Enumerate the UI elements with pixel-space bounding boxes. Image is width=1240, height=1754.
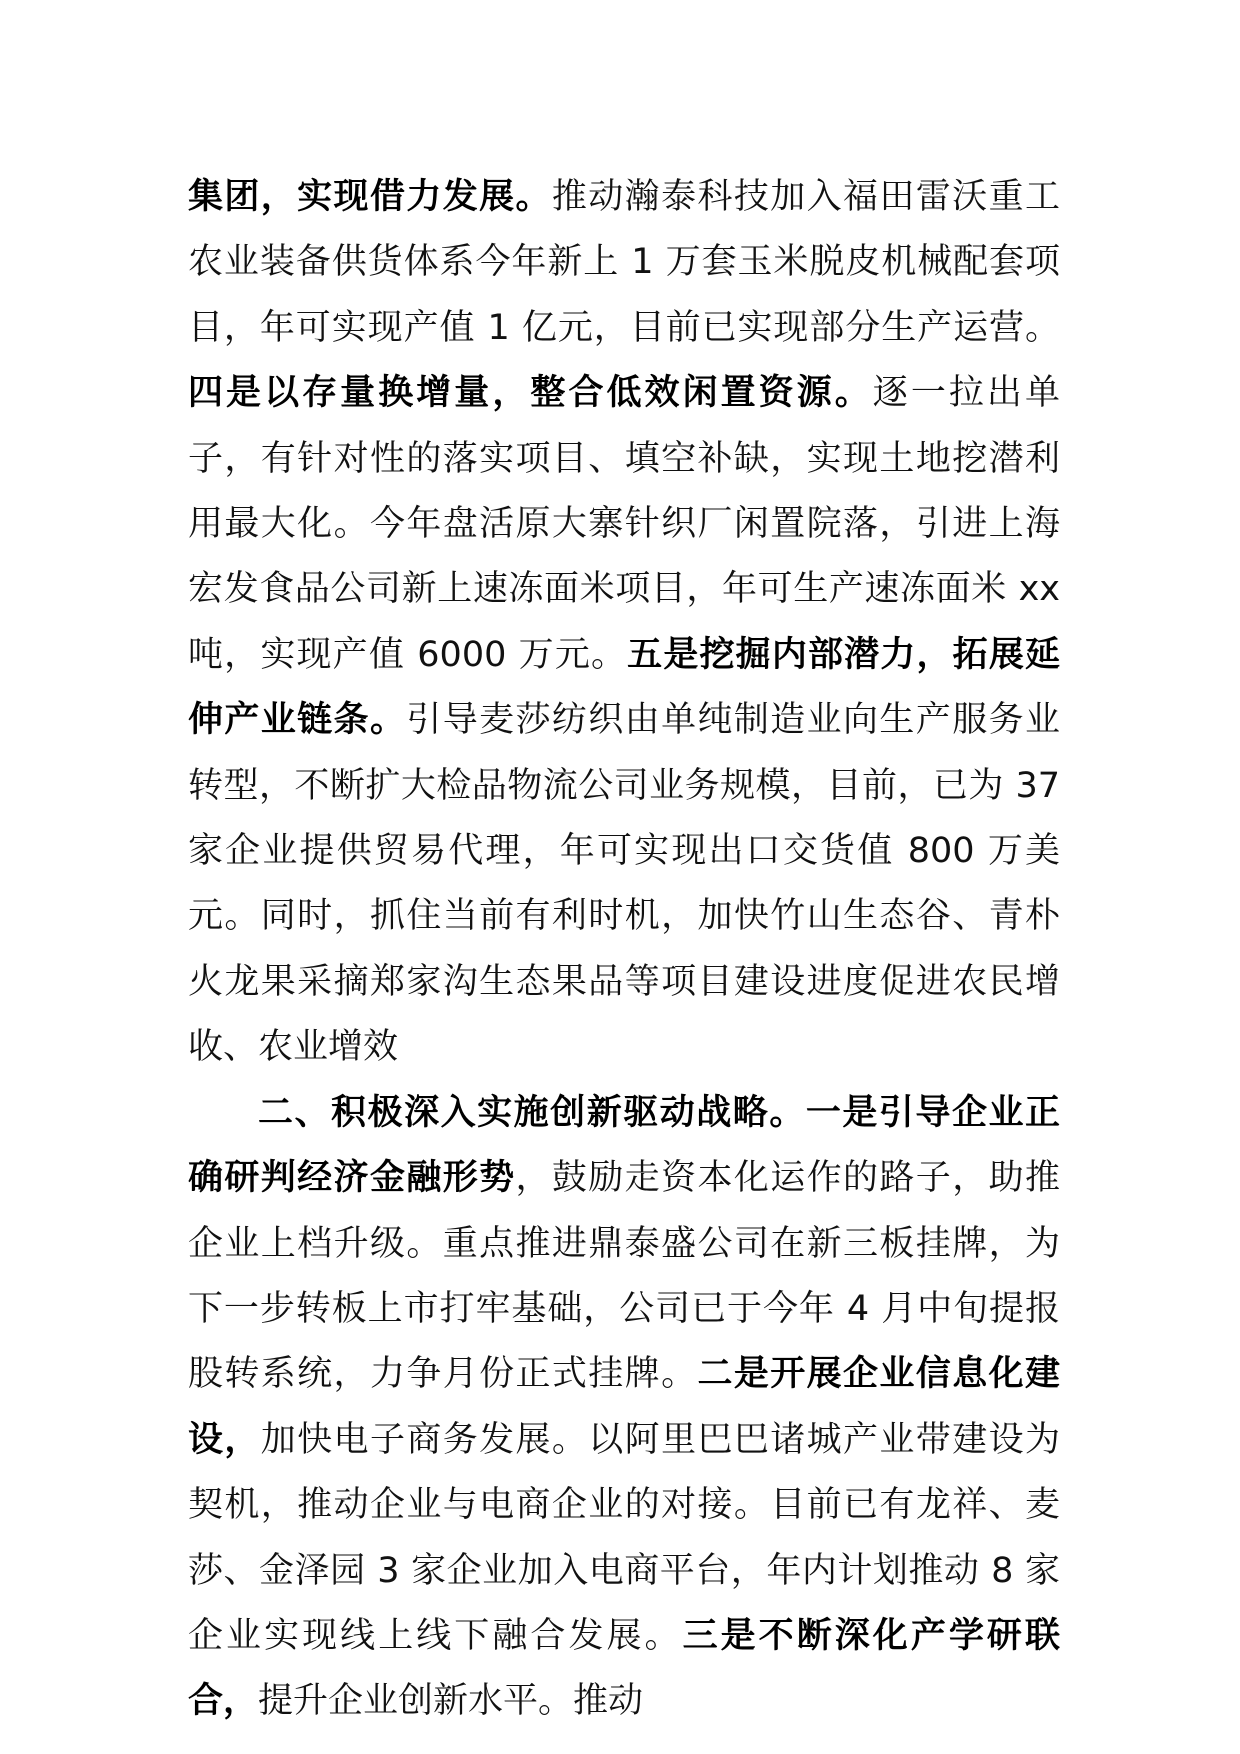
bold-heading-phrase: 三是不断深化产学研联合， [188,1615,1060,1722]
bold-heading-phrase: 集团，实现借力发展。 [188,177,552,217]
body-text: ，鼓励走资本化运作的路子，助推企业上档升级。重点推进鼎泰盛公司在新三板挂牌，为下一步转板上市打牢基础，公司已于今年 4 月中旬提报股转系统，力争月份正式挂牌。 [188,1158,1060,1395]
paragraph-2 [188,1081,1060,1735]
body-text: 推动瀚泰科技加入福田雷沃重工农业装备供货体系今年新上 1 万套玉米脱皮机械配套项目，年可实现产值 1 亿元，目前已实现部分生产运营。 [188,177,1060,348]
body-text: 提升企业创新水平。推动 [258,1681,644,1722]
body-text: 逐一拉出单子，有针对性的落实项目、填空补缺，实现土地挖潜利用最大化。今年盘活原大寨针织厂闲置院落，引进上海宏发食品公司新上速冻面米项目，年可生产速冻面米 xx 吨，实现产值 6000 万元。 [188,373,1060,675]
document-body [188,165,1060,1735]
bold-heading-phrase: 四是以存量换增量，整合低效闲置资源。 [188,373,873,414]
section-heading: 二、积极深入实施创新驱动战略。一是引导企业正确研判经济金融形势 [188,1092,1060,1199]
bold-heading-phrase: 五是挖掘内部潜力，拓展延伸产业链条。 [188,634,1060,741]
paragraph-1 [188,165,1060,1081]
body-text: 引导麦莎纺织由单纯制造业向生产服务业转型，不断扩大检品物流公司业务规模，目前，已为 37 家企业提供贸易代理，年可实现出口交货值 800 万美元。同时，抓住当前有利时机，加快竹山生态谷、青朴火龙果采摘郑家沟生态果品等项目建设进度促进农民增收、农业增效 [188,700,1060,1068]
bold-heading-phrase: 二是开展企业信息化建设， [188,1354,1060,1460]
body-text: 加快电子商务发展。以阿里巴巴诸城产业带建设为契机，推动企业与电商企业的对接。目前已有龙祥、麦莎、金泽园 3 家企业加入电商平台，年内计划推动 8 家企业实现线上线下融合发展。 [188,1419,1060,1656]
